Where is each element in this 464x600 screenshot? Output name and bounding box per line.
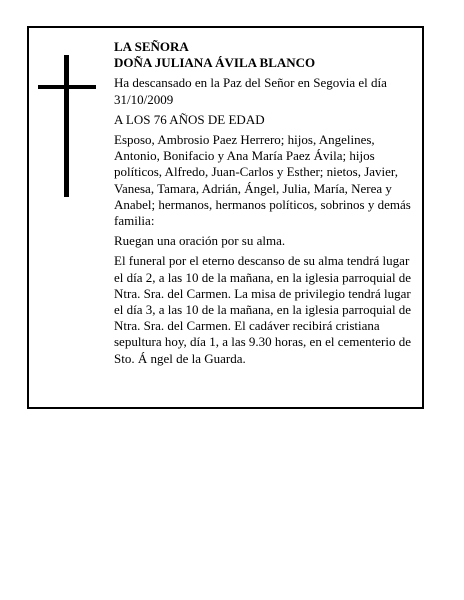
cross-vertical-bar [64, 55, 69, 197]
title-line: LA SEÑORA [114, 39, 189, 54]
obituary-text [114, 39, 414, 367]
death-statement: Ha descansado en la Paz del Señor en Segovia el día 31/10/2009 [114, 75, 387, 107]
service-details: El funeral por el eterno descanso de su alma tendrá lugar el día 2, a las 10 de la mañana, en la iglesia parroquial de Ntra. Sra. del Carmen. La misa de privilegio tendrá lugar el día 3, a las 10 de la mañana, en la iglesia parroquial de Ntra. Sra. del Carmen. El cadáver recibirá cristiana sepultura hoy, día 1, a las 9.30 horas, en el cementerio de Sto. Á ngel de la Guarda. [114, 253, 412, 366]
prayer-request: Ruegan una oración por su alma. [114, 233, 286, 249]
age-line: A LOS 76 AÑOS DE EDAD [114, 111, 265, 127]
cross-horizontal-bar [38, 85, 96, 89]
family-list: Esposo, Ambrosio Paez Herrero; hijos, Angelines, Antonio, Bonifacio y Ana María Paez Ávila; hijos políticos, Alfredo, Juan-Carlos y Esther; nietos, Javier, Vanesa, Tamara, Adrián, Ángel, Julia, María, Nerea y Anabel; hermanos, hermanos políticos, sobrinos y demás familia: [114, 132, 411, 229]
deceased-name: DOÑA JULIANA ÁVILA BLANCO [114, 55, 316, 71]
cross-icon [38, 55, 96, 197]
